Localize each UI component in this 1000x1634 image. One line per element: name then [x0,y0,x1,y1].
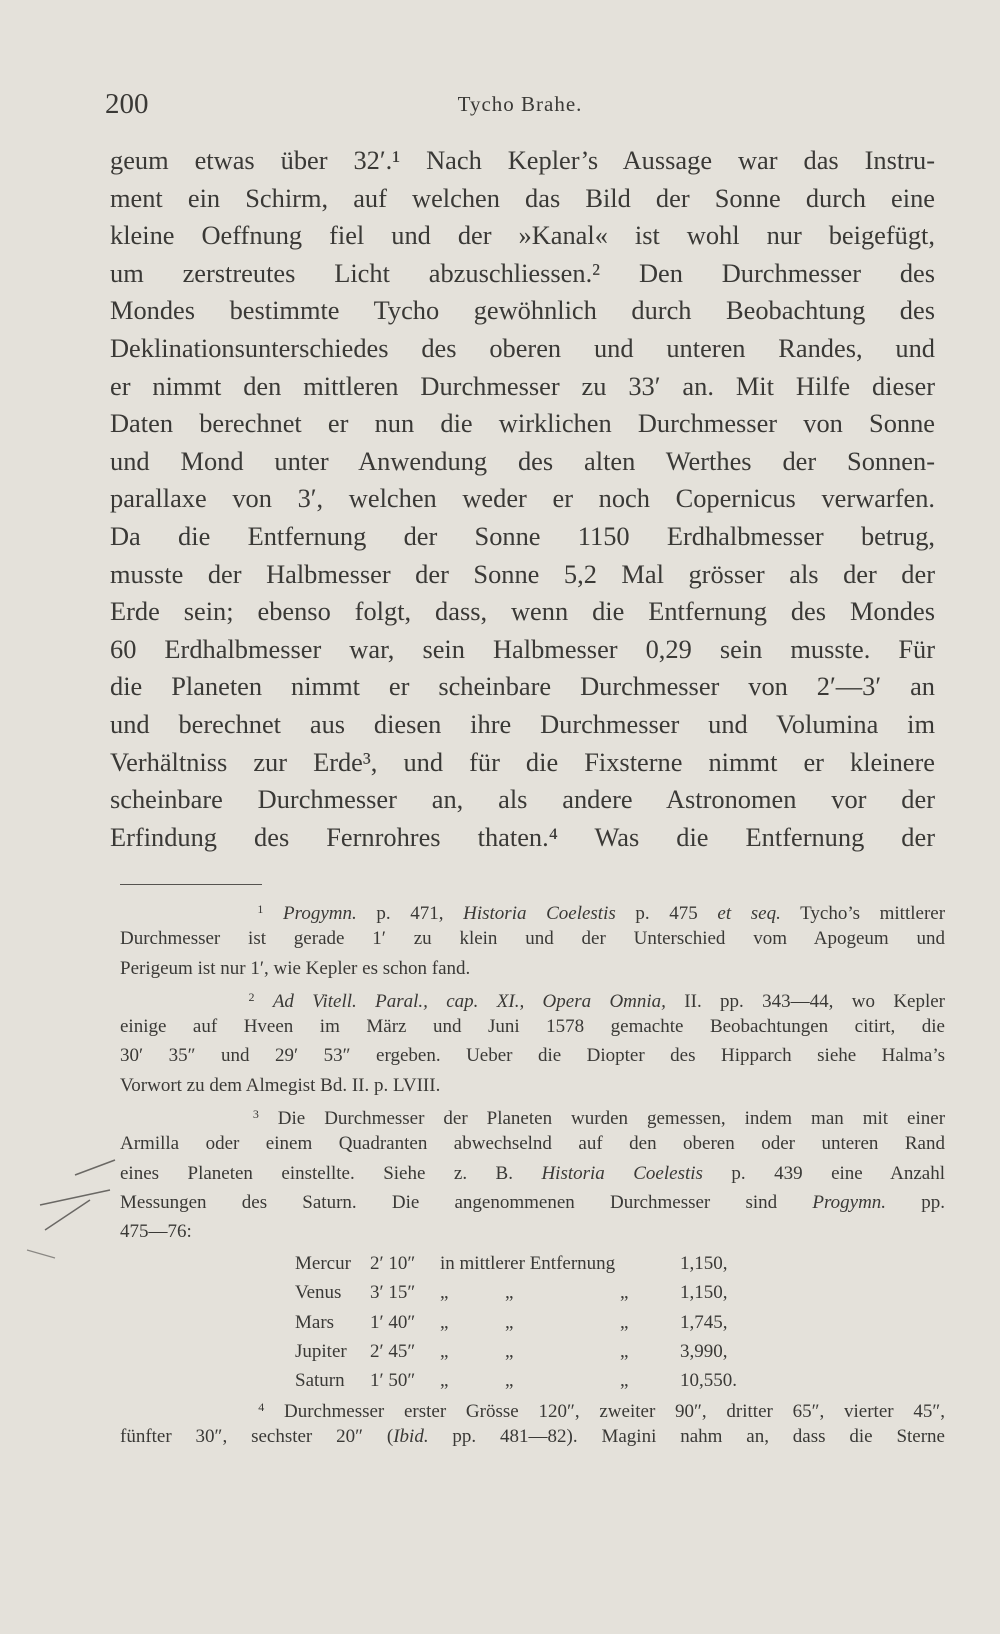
footnote-marker: 3 [252,1107,259,1122]
footnote-marker: 2 [248,989,255,1004]
apparent-diameter: 1′ 40″ [370,1311,416,1333]
table-row [295,1249,775,1278]
text-line: 60 Erdhalbmesser war, sein Halbmesser 0,29 sein musste. Für [110,633,935,664]
text-line: kleine Oeffnung fiel und der »Kanal« ist wohl nur beigefügt, [110,220,935,251]
pencil-margin-marks [15,1150,125,1280]
ditto-mark: „ [440,1282,449,1304]
table-row [295,1308,775,1337]
footnote-marker: 1 [257,902,264,916]
text-line: ment ein Schirm, auf welchen das Bild der Sonne durch eine [110,182,935,213]
distance-value: 1,150, [680,1253,728,1274]
table-row [295,1337,775,1366]
apparent-diameter: 1′ 50″ [370,1370,416,1392]
footnote-2-line: einige auf Hveen im März und Juni 1578 gemachte Beobachtungen citirt, die [120,1016,945,1038]
ditto-mark: „ [505,1340,514,1362]
planet-name: Venus [295,1282,342,1304]
text-line: musste der Halbmesser der Sonne 5,2 Mal grösser als der der [110,558,935,589]
text-line: er nimmt den mittleren Durchmesser zu 33′ an. Mit Hilfe dieser [110,370,935,401]
ditto-mark: „ [505,1370,514,1392]
footnote-4-line: fünfter 30″, sechster 20″ (Ibid. pp. 481—82). Magini nahm an, dass die Sterne [120,1426,945,1448]
running-title: Tycho Brahe. [457,92,583,116]
text-line: Mondes bestimmte Tycho gewöhnlich durch Beobachtung des [110,295,935,326]
text-line: und Mond unter Anwendung des alten Werthes der Sonnen- [110,445,935,476]
ditto-mark: „ [620,1370,629,1392]
page-number: 200 [105,88,149,120]
footnote-3-line: Armilla oder einem Quadranten abwechselnd auf den oberen oder unteren Rand [120,1133,945,1155]
text-line: Daten berechnet er nun die wirklichen Durchmesser von Sonne [110,408,935,439]
distance-value: 3,990, [680,1340,728,1362]
text-line: geum etwas über 32′.¹ Nach Kepler’s Aussage war das Instru- [110,145,935,175]
text-line: Deklinationsunterschiedes des oberen und unteren Randes, und [110,332,935,363]
table-row [295,1366,775,1395]
footnote-2-line: Vorwort zu dem Almegist Bd. II. p. LVIII. [120,1074,441,1096]
footnote-3-line: Messungen des Saturn. Die angenommenen Durchmesser sind Progymn. pp. [120,1191,946,1213]
footnote-2-line: $^2$ Ad Vitell. Paral., cap. XI., Opera Omnia, II. pp. 343—44, wo Kepler [248,989,946,1012]
text-line: Erde sein; ebenso folgt, dass, wenn die Entfernung des Mondes [110,596,935,627]
text-line: Erfindung des Fernrohres thaten.⁴ Was die Entfernung der [110,821,935,852]
footnote-3-line: $^3$ Die Durchmesser der Planeten wurden gemessen, indem man mit einer [252,1107,946,1130]
text-line: Da die Entfernung der Sonne 1150 Erdhalbmesser betrug, [110,520,935,551]
text-line: um zerstreutes Licht abzuschliessen.² Den Durchmesser des [110,257,935,288]
planet-name: Jupiter [295,1340,347,1362]
planet-name: Saturn [295,1370,345,1392]
apparent-diameter: 2′ 10″ [370,1253,416,1274]
footnote-marker: 4 [258,1400,265,1415]
planet-diameter-table [295,1249,775,1395]
text-line: parallaxe von 3′, welchen weder er noch Copernicus verwarfen. [110,483,935,514]
text-line: scheinbare Durchmesser an, als andere Astronomen vor der [110,784,935,815]
footnote-3-line: 475—76: [120,1221,192,1243]
distance-value: 10,550. [680,1370,737,1392]
distance-value: 1,745, [680,1311,728,1333]
ditto-mark: „ [620,1311,629,1333]
ditto-mark: „ [505,1311,514,1333]
ditto-mark: „ [440,1311,449,1333]
footnote-2-line: 30′ 35″ und 29′ 53″ ergeben. Ueber die Diopter des Hipparch siehe Halma’s [120,1045,945,1067]
text-line: Verhältniss zur Erde³, und für die Fixsterne nimmt er kleinere [110,746,935,777]
planet-name: Mercur [295,1253,351,1274]
ditto-mark: „ [620,1282,629,1304]
text-line: die Planeten nimmt er scheinbare Durchmesser von 2′—3′ an [110,671,935,702]
footnote-1-line: $^1$ Progymn. p. 471, Historia Coelestis p. 475 et seq. Tycho’s mittlerer [257,902,946,924]
main-text [110,142,935,856]
footnote-divider [120,884,262,885]
page-header [105,88,935,128]
text-line: und berechnet aus diesen ihre Durchmesser und Volumina im [110,708,935,739]
apparent-diameter: 3′ 15″ [370,1282,416,1304]
note: in mittlerer Entfernung [440,1253,616,1274]
footnote-1-line: Durchmesser ist gerade 1′ zu klein und der Unterschied vom Apogeum und [120,928,945,950]
ditto-mark: „ [620,1340,629,1362]
planet-name: Mars [295,1311,335,1333]
footnote-3-line: eines Planeten einstellte. Siehe z. B. Historia Coelestis p. 439 eine Anzahl [120,1162,946,1184]
ditto-mark: „ [440,1370,449,1392]
ditto-mark: „ [505,1282,514,1304]
distance-value: 1,150, [680,1282,728,1304]
footnote-1-line: Perigeum ist nur 1′, wie Kepler es schon fand. [120,957,471,979]
footnote-4-line: $^4$ Durchmesser erster Grösse 120″, zweiter 90″, dritter 65″, vierter 45″, [258,1400,945,1423]
ditto-mark: „ [440,1340,449,1362]
apparent-diameter: 2′ 45″ [370,1340,416,1362]
table-row [295,1278,775,1307]
